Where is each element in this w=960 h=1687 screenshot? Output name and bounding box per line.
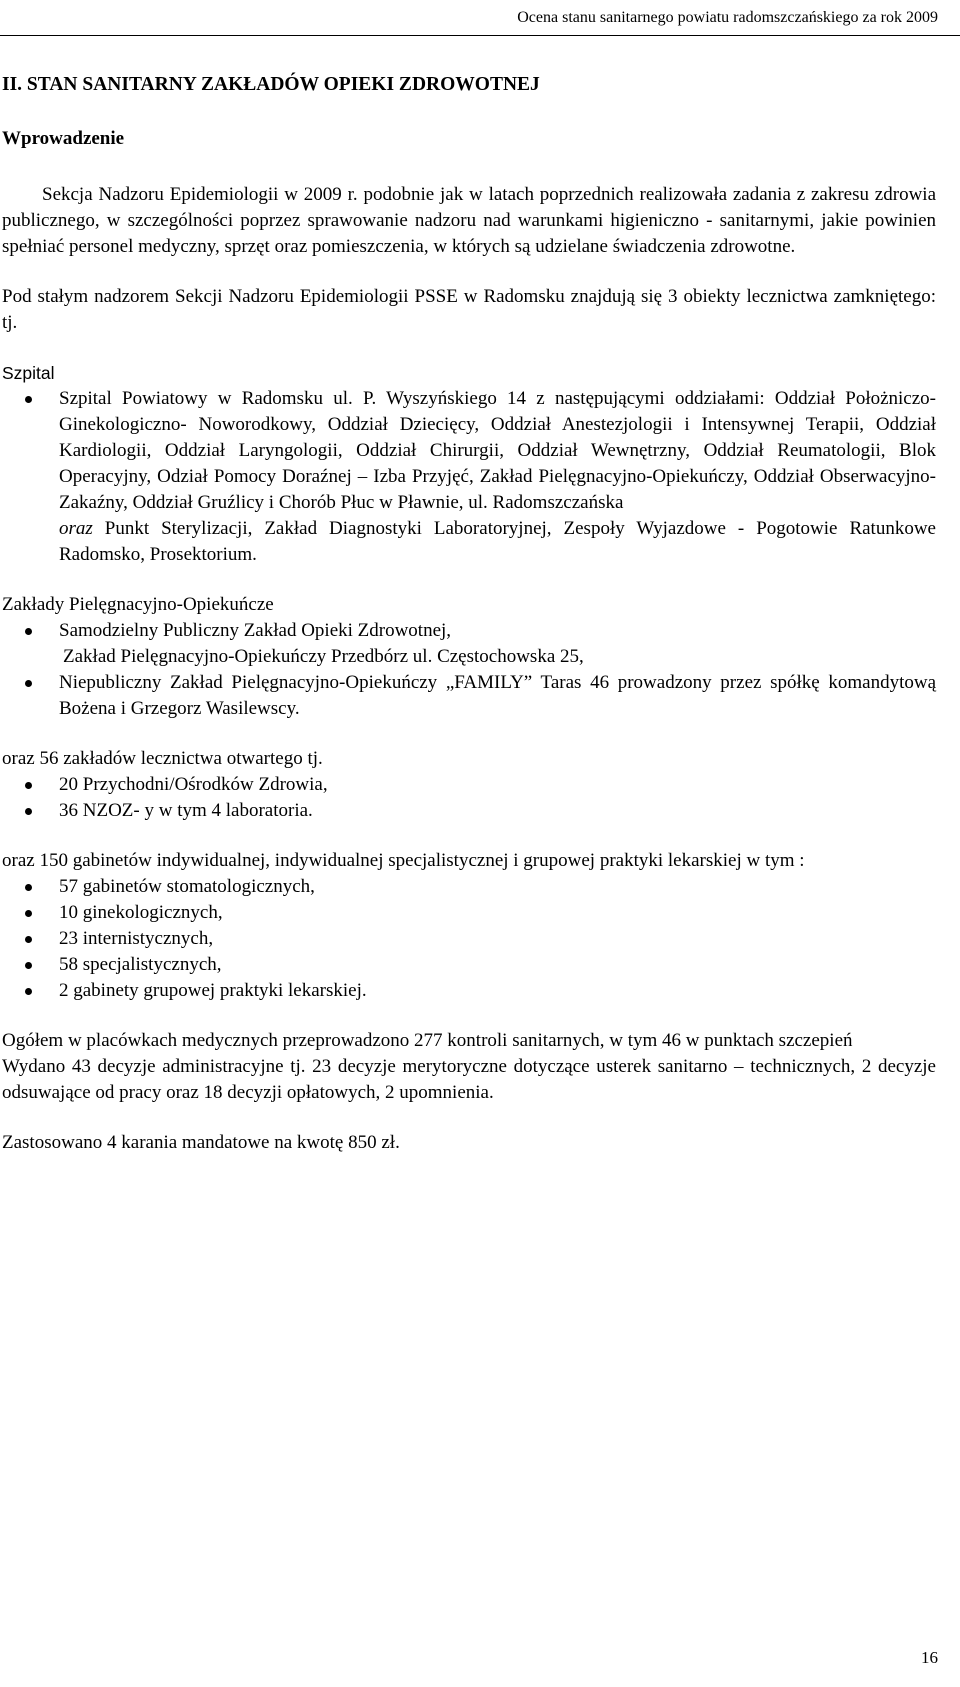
bullet-icon xyxy=(25,988,32,995)
practices-list xyxy=(2,874,936,1004)
list-item: 57 gabinetów stomatologicznych, xyxy=(2,874,936,900)
list-item: 58 specjalistycznych, xyxy=(2,952,936,978)
section-title: II. STAN SANITARNY ZAKŁADÓW OPIEKI ZDROWOTNEJ xyxy=(2,74,540,95)
list-item: 2 gabinety grupowej praktyki lekarskiej. xyxy=(2,978,936,1004)
bullet-icon xyxy=(25,680,32,687)
list-item: 20 Przychodni/Ośrodków Zdrowia, xyxy=(2,772,936,798)
intro-paragraph: Sekcja Nadzoru Epidemiologii w 2009 r. podobnie jak w latach poprzednich realizowała zadania z zakresu zdrowia publicznego, w szczególności poprzez sprawowanie nadzoru nad warunkami higieniczno - sanitarnymi, jakie powinien spełniać personel medyczny, sprzęt oraz pomieszczenia, w których są udzielane świadczenia zdrowotne. xyxy=(2,184,936,257)
hospital-list xyxy=(2,386,936,568)
bullet-icon xyxy=(25,808,32,815)
running-title: Ocena stanu sanitarnego powiatu radomszczańskiego za rok 2009 xyxy=(517,9,938,26)
document-body xyxy=(2,72,936,1156)
decisions-paragraph: Wydano 43 decyzje administracyjne tj. 23 decyzje merytoryczne dotyczące usterek sanitarno – technicznych, 2 decyzje odsuwające od pracy oraz 18 decyzji opłatowych, 2 upomnienia. xyxy=(2,1056,936,1103)
bullet-icon xyxy=(25,628,32,635)
list-item: 36 NZOZ- y w tym 4 laboratoria. xyxy=(2,798,936,824)
list-item: 10 ginekologicznych, xyxy=(2,900,936,926)
fines-paragraph: Zastosowano 4 karania mandatowe na kwotę 850 zł. xyxy=(2,1132,400,1153)
list-item: Samodzielny Publiczny Zakład Opieki Zdrowotnej, Zakład Pielęgnacyjno-Opiekuńczy Przedbórz ul. Częstochowska 25, xyxy=(2,618,936,670)
hospital-heading: Szpital xyxy=(2,363,55,383)
practices-intro: oraz 150 gabinetów indywidualnej, indywidualnej specjalistycznej i grupowej praktyki lekarskiej w tym : xyxy=(2,850,805,871)
outpatient-intro: oraz 56 zakładów lecznictwa otwartego tj. xyxy=(2,748,323,769)
care-homes-list xyxy=(2,618,936,722)
bullet-icon xyxy=(25,396,32,403)
bullet-icon xyxy=(25,962,32,969)
outpatient-list xyxy=(2,772,936,824)
list-item: Niepubliczny Zakład Pielęgnacyjno-Opiekuńczy „FAMILY” Taras 46 prowadzony przez spółkę komandytową Bożena i Grzegorz Wasilewscy. xyxy=(2,670,936,722)
bullet-icon xyxy=(25,782,32,789)
controls-paragraph: Ogółem w placówkach medycznych przeprowadzono 277 kontroli sanitarnych, w tym 46 w punktach szczepień xyxy=(2,1030,853,1051)
bullet-icon xyxy=(25,884,32,891)
page-header xyxy=(0,0,960,36)
list-item: 23 internistycznych, xyxy=(2,926,936,952)
page-number: 16 xyxy=(921,1648,938,1667)
care-homes-heading: Zakłady Pielęgnacyjno-Opiekuńcze xyxy=(2,594,274,615)
subsection-title: Wprowadzenie xyxy=(2,128,125,149)
supervision-paragraph: Pod stałym nadzorem Sekcji Nadzoru Epidemiologii PSSE w Radomsku znajdują się 3 obiekty lecznictwa zamkniętego: tj. xyxy=(2,286,936,333)
bullet-icon xyxy=(25,936,32,943)
bullet-icon xyxy=(25,910,32,917)
list-item: Szpital Powiatowy w Radomsku ul. P. Wyszyńskiego 14 z następującymi oddziałami: Oddział Położniczo- Ginekologiczno- Noworodkowy, Oddział Dziecięcy, Oddział Anestezjologii i Intensywnej Terapii, Oddział Kardiologii, Oddział Laryngologii, Oddział Chirurgii, Oddział Wewnętrzny, Oddział Reumatologii, Blok Operacyjny, Odział Pomocy Doraźnej – Izba Przyjęć, Zakład Pielęgnacyjno-Opiekuńczy, Oddział Obserwacyjno-Zakaźny, Oddział Gruźlicy i Chorób Płuc w Pławnie, ul. Radomszczańska oraz Punkt Sterylizacji, Zakład Diagnostyki Laboratoryjnej, Zespoły Wyjazdowe - Pogotowie Ratunkowe Radomsko, Prosektorium. xyxy=(2,386,936,568)
